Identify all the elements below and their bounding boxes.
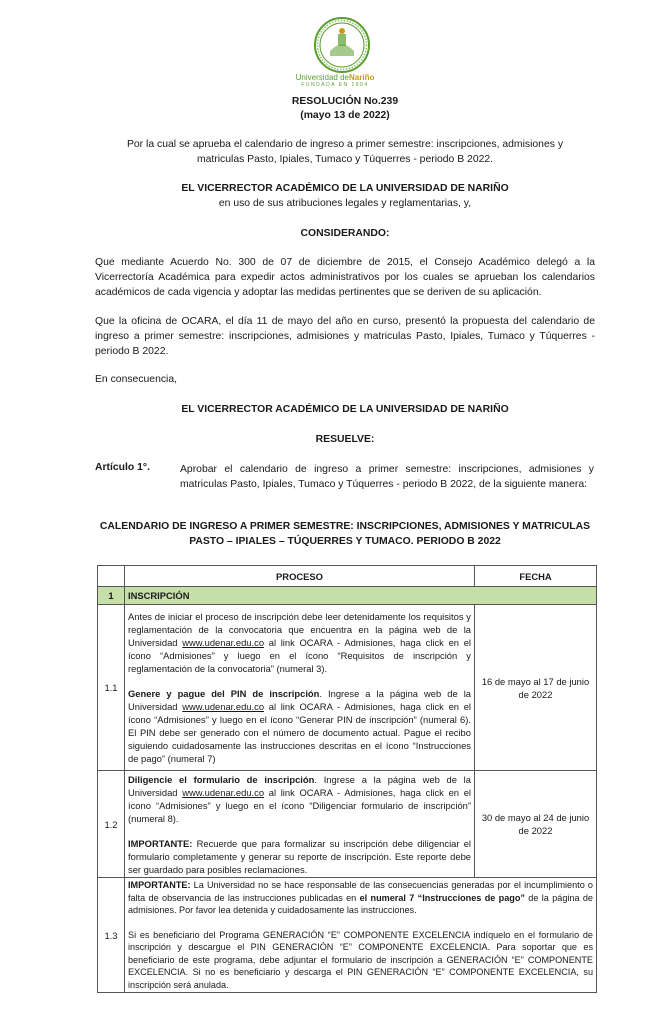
text-span: de la página de admisiones. Por favor lea detenida y cuidadosamente las instrucciones. [128,892,593,915]
calendar-title-line-1: CALENDARIO DE INGRESO A PRIMER SEMESTRE: INSCRIPCIONES, ADMISIONES Y MATRICULAS [99,521,591,532]
article-label: Artículo 1°. [95,462,150,473]
row-number: 1.2 [98,771,125,878]
row-date: 16 de mayo al 17 de junio de 2022 [475,605,597,771]
header-date: FECHA [475,566,597,587]
row-process [125,878,597,993]
table-row [98,878,597,993]
header-process: PROCESO [125,566,475,587]
bold-span: Genere y pague del PIN de inscripción [128,688,320,699]
row-paragraph [128,773,471,825]
resolution-date: (mayo 13 de 2022) [300,110,390,121]
row-process [125,771,475,878]
row-process [125,605,475,771]
article-text: Aprobar el calendario de ingreso a primer semestre: inscripciones, admisiones y matriculas Pasto, Ipiales, Tumaco y Túquerres - periodo B 2022, de la siguiente manera: [180,464,594,490]
text-span: al link OCARA - Admisiones, haga click en el ícono “Admisiones” y luego en el ícono “Requisitos de inscripción y reglamentación de la convocatoria” (numeral 3). [128,637,471,674]
table-row [98,771,597,878]
authority-heading: EL VICERRECTOR ACADÉMICO DE LA UNIVERSIDAD DE NARIÑO [181,183,509,194]
resolves-heading: RESUELVE: [315,434,375,445]
authority-heading-2: EL VICERRECTOR ACADÉMICO DE LA UNIVERSIDAD DE NARIÑO [181,404,509,415]
resolution-title: RESOLUCIÓN No.239 [291,96,399,107]
row-number: 1.1 [98,605,125,771]
subject-line-2: matriculas Pasto, Ipiales, Tumaco y Túquerres - periodo B 2022. [196,154,494,165]
founded-line: FUNDADA EN 1904 [301,82,369,88]
considering-heading: CONSIDERANDO: [300,228,390,239]
section-number: 1 [98,587,125,605]
row-paragraph: Si es beneficiario del Programa GENERACIÓN “E” COMPONENTE EXCELENCIA indíquelo en el formulario de inscripción y descargue el PIN GENERACIÓN “E” COMPONENTE EXCELENCIA. Para soportar que es beneficiario de este programa, debe adjuntar el formulario de inscripción a GENERACIÓN “E” COMPONENTE EXCELENCIA. Si no es beneficiario y descarga el PIN GENERACIÓN “E” COMPONENTE EXCELENCIA, su inscripción será anulada. [128,929,593,990]
row-paragraph [128,687,471,765]
text-span: al link OCARA - Admisiones, haga click en el ícono “Admisiones” y luego en el ícono “Diligenciar formulario de inscripción” (numeral 8). [128,786,471,824]
row-paragraph [128,879,593,917]
university-brand: Nariño [349,73,375,82]
row-number: 1.3 [98,878,125,993]
text-span: Recuerde que para formalizar su inscripción debe diligenciar el formulario completamente y generar su reporte de inscripción. Este reporte debe ser guardado para posibles reclamaciones. [128,837,471,875]
university-prefix: Universidad de [295,73,350,82]
considering-paragraph-2: Que la oficina de OCARA, el día 11 de mayo del año en curso, presentó la propuesta del calendario de ingreso a primer semestre: inscripciones, admisiones y matriculas Pasto, Ipiales, Tumaco y Túquerres - periodo B 2022. [95,316,595,357]
bold-span: Diligencie el formulario de inscripción [128,773,315,785]
bold-span: IMPORTANTE: [128,880,191,890]
text-span: al link OCARA - Admisiones, haga click en el ícono “Admisiones” y luego en el ícono “Generar PIN de inscripción” (numeral 6). El PIN debe ser generado con el número de documento actual. Pague el recibo siguiendo cuidadosamente las instrucciones descritas en el ícono “Instrucciones de pago” (numeral 7) [128,701,471,764]
considering-paragraph-1: Que mediante Acuerdo No. 300 de 07 de diciembre de 2015, el Consejo Académico delegó a la Vicerrectoría Académica para expedir actos administrativos por los cuales se aprueban los calendarios académicos de cada vigencia y adoptar las medidas pertinentes que se deriven de su aplicación. [95,257,595,298]
bold-span: el numeral 7 “Instrucciones de pago” [359,892,525,903]
table-row [98,605,597,771]
table-header-row [98,566,597,587]
udenar-link[interactable]: www.udenar.edu.co [182,637,265,648]
university-name [260,73,410,82]
university-seal-logo [313,16,371,74]
udenar-link[interactable]: www.udenar.edu.co [182,786,265,798]
udenar-link[interactable]: www.udenar.edu.co [182,701,265,712]
bold-span: IMPORTANTE: [128,837,193,849]
consequence-line: En consecuencia, [95,374,178,385]
row-paragraph [128,837,471,876]
text-span: . Ingrese a la página web de la Universidad [128,688,471,712]
row-date: 30 de mayo al 24 de junio de 2022 [475,771,597,878]
section-label: INSCRIPCIÓN [125,587,597,605]
text-span: Antes de iniciar el proceso de inscripción debe leer detenidamente los requisitos y reglamentación de la convocatoria que encuentra en la página web de la Universidad [128,611,471,648]
subject-line-1: Por la cual se aprueba el calendario de ingreso a primer semestre: inscripciones, admisiones y [126,139,564,150]
row-paragraph [128,610,471,675]
calendar-table [97,565,597,993]
header-number-cell [98,566,125,587]
authority-subheading: en uso de sus atribuciones legales y reglamentarias, y, [218,198,472,209]
calendar-title-line-2: PASTO – IPIALES – TÚQUERRES Y TUMACO. PERIODO B 2022 [189,536,501,547]
section-row-inscripcion [98,587,597,605]
text-span: La Universidad no se hace responsable de las consecuencias generadas por el incumplimiento o falta de observancia de las instrucciones publicadas en [128,880,593,903]
text-span: . Ingrese a la página web de la Universidad [128,773,471,798]
